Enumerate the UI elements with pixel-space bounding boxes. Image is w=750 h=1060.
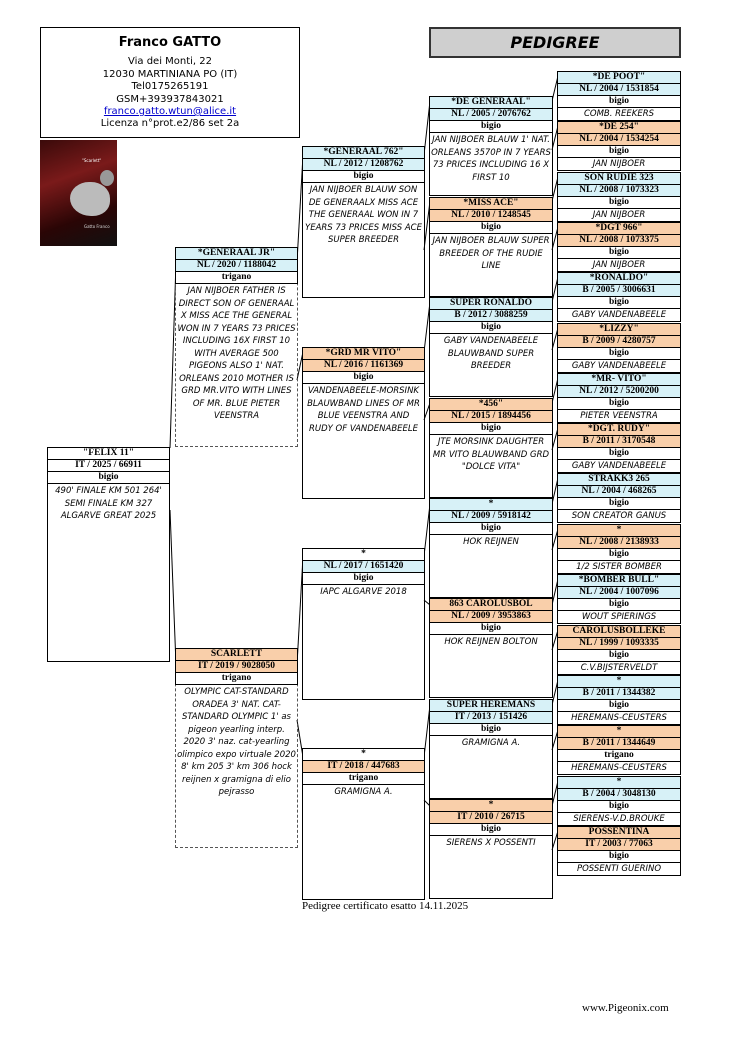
gen4-color: trigano [557,749,681,762]
dds-color: bigio [429,723,553,736]
dam-color: trigano [175,672,298,685]
gen4-name: *DGT. RUDY" [557,423,681,436]
ss-name: *GENERAAL 762" [302,146,425,159]
sd-color: bigio [302,371,425,384]
sire-card [175,247,298,447]
gen4-color: bigio [557,397,681,410]
ddd-card [429,799,553,899]
dam-card [175,648,298,848]
gen4-ring: B / 2011 / 1344382 [557,687,681,700]
sss-card [429,96,553,196]
ddd-notes: SIERENS X POSSENTI [446,838,536,848]
gen4-card-10 [557,524,681,574]
ds-ring: NL / 2017 / 1651420 [302,560,425,573]
dds-notes: GRAMIGNA A. [461,738,521,748]
gen4-name: *MR- VITO" [557,373,681,386]
gen4-notes: JAN NIJBOER [592,159,646,169]
gen4-ring: NL / 2004 / 1007096 [557,586,681,599]
gen4-notes: COMB. REEKERS [583,109,655,119]
ss-color: bigio [302,170,425,183]
dam-ring: IT / 2019 / 9028050 [175,660,298,673]
dd-ring: IT / 2018 / 447683 [302,760,425,773]
gen4-ring: NL / 2004 / 468265 [557,485,681,498]
ddd-name: * [429,799,553,812]
gen4-name: *LIZZY" [557,323,681,336]
owner-license: Licenza n°prot.e2/86 set 2a [100,118,240,130]
owner-tel: Tel0175265191 [131,81,209,93]
dds-ring: IT / 2013 / 151426 [429,711,553,724]
dd-name: * [302,748,425,761]
ddd-ring: IT / 2010 / 26715 [429,811,553,824]
gen4-ring: IT / 2003 / 77063 [557,838,681,851]
gen4-ring: NL / 2008 / 1073375 [557,234,681,247]
owner-name: Franco GATTO [118,35,222,50]
gen4-ring: B / 2011 / 3170548 [557,435,681,448]
dds-name: SUPER HEREMANS [429,699,553,712]
subject-color: bigio [47,471,170,484]
gen4-notes: HEREMANS-CEUSTERS [571,713,667,723]
dss-color: bigio [429,522,553,535]
gen4-card-6 [557,323,681,373]
dss-ring: NL / 2009 / 5918142 [429,510,553,523]
ssd-ring: NL / 2010 / 1248545 [429,209,553,222]
sdd-notes: JTE MORSINK DAUGHTER MR VITO BLAUWBAND GRD "DOLCE VITA" [432,437,550,472]
gen4-card-12 [557,625,681,675]
gen4-card-8 [557,423,681,473]
gen4-ring: B / 2005 / 3006631 [557,284,681,297]
gen4-notes: GABY VANDENABEELE [571,361,667,371]
sds-notes: GABY VANDENABEELE BLAUWBAND SUPER BREEDER [443,336,539,371]
sire-color: trigano [175,271,298,284]
gen4-notes: GABY VANDENABEELE [571,461,667,471]
gen4-color: bigio [557,497,681,510]
ss-ring: NL / 2012 / 1208762 [302,158,425,171]
gen4-ring: NL / 2012 / 5200200 [557,385,681,398]
gen4-notes: SIERENS-V.D.BROUKE [573,814,665,824]
ddd-color: bigio [429,823,553,836]
sss-ring: NL / 2005 / 2076762 [429,108,553,121]
gen4-card-13 [557,675,681,725]
gen4-name: * [557,725,681,738]
sds-name: SUPER RONALDO [429,297,553,310]
photo-title: "Scarlett" [82,158,102,163]
gen4-ring: B / 2004 / 3048130 [557,788,681,801]
dsd-card [429,598,553,698]
sire-ring: NL / 2020 / 1188042 [175,259,298,272]
owner-gsm: GSM+393937843021 [116,93,224,105]
gen4-name: POSSENTINA [557,826,681,839]
gen4-name: STRAKK3 265 [557,473,681,486]
gen4-name: SON RUDIE 323 [557,172,681,185]
dss-name: * [429,498,553,511]
sd-card [302,347,425,499]
dd-notes: GRAMIGNA A. [334,787,393,797]
ds-card [302,548,425,700]
gen4-name: * [557,675,681,688]
footer-site[interactable]: www.Pigeonix.com [582,1002,669,1014]
gen4-color: bigio [557,850,681,863]
sds-color: bigio [429,321,553,334]
sss-name: *DE GENERAAL" [429,96,553,109]
gen4-color: bigio [557,196,681,209]
gen4-color: bigio [557,548,681,561]
gen4-card-14 [557,725,681,775]
gen4-ring: B / 2011 / 1344649 [557,737,681,750]
owner-email-link[interactable]: franco.gatto.wtun@alice.it [103,106,237,118]
dsd-name: 863 CAROLUSBOL [429,598,553,611]
dss-card [429,498,553,598]
gen4-card-7 [557,373,681,423]
gen4-name: *DGT 966" [557,222,681,235]
sss-color: bigio [429,120,553,133]
dds-card [429,699,553,799]
gen4-ring: NL / 2008 / 2138933 [557,536,681,549]
gen4-color: bigio [557,145,681,158]
gen4-notes: JAN NIJBOER [592,210,646,220]
gen4-notes: 1/2 SISTER BOMBER [576,562,662,572]
gen4-color: bigio [557,296,681,309]
ss-card [302,146,425,298]
gen4-card-4 [557,222,681,272]
gen4-notes: PIETER VEENSTRA [580,411,658,421]
gen4-card-1 [557,71,681,121]
owner-city: 12030 MARTINIANA PO (IT) [102,68,238,80]
gen4-name: *DE POOT" [557,71,681,84]
gen4-name: CAROLUSBOLLEKE [557,625,681,638]
gen4-color: bigio [557,699,681,712]
gen4-color: bigio [557,347,681,360]
ds-color: bigio [302,572,425,585]
gen4-notes: POSSENTI GUERINO [576,864,662,874]
gen4-ring: NL / 2008 / 1073323 [557,184,681,197]
gen4-name: *DE 254" [557,121,681,134]
sdd-card [429,398,553,498]
subject-name: "FELIX 11" [47,447,170,460]
gen4-card-5 [557,272,681,322]
sdd-color: bigio [429,422,553,435]
subject-notes: 490' FINALE KM 501 264' SEMI FINALE KM 327 ALGARVE GREAT 2025 [55,486,162,521]
gen4-card-16 [557,826,681,876]
ss-notes: JAN NIJBOER BLAUW SON DE GENERAALX MISS ACE THE GENERAAL WON IN 7 YEARS 73 PRICES MISS ACE SUPER BREEDER [305,185,422,245]
gen4-name: * [557,776,681,789]
subject-card [47,447,170,662]
ssd-color: bigio [429,221,553,234]
gen4-card-2 [557,121,681,171]
dsd-color: bigio [429,622,553,635]
sss-notes: JAN NIJBOER BLAUW 1' NAT. ORLEANS 3570P IN 7 YEARS 73 PRICES INCLUDING 16 X FIRST 10 [431,135,551,183]
ssd-name: *MISS ACE" [429,197,553,210]
sdd-ring: NL / 2015 / 1894456 [429,410,553,423]
ds-name: * [302,548,425,561]
gen4-notes: GABY VANDENABEELE [571,310,667,320]
gen4-ring: NL / 2004 / 1531854 [557,83,681,96]
gen4-name: * [557,524,681,537]
photo-caption: Gatto Franco [84,224,110,229]
dam-name: SCARLETT [175,648,298,661]
ds-notes: IAPC ALGARVE 2018 [320,587,407,597]
sd-ring: NL / 2016 / 1161369 [302,359,425,372]
owner-address: Via dei Monti, 22 [127,56,213,68]
gen4-notes: HEREMANS-CEUSTERS [571,763,667,773]
page-title: PEDIGREE [429,27,681,58]
sd-name: *GRD MR VITO" [302,347,425,360]
gen4-ring: NL / 1999 / 1093335 [557,637,681,650]
gen4-notes: C.V.BIJSTERVELDT [580,663,658,673]
ssd-notes: JAN NIJBOER BLAUW SUPER BREEDER OF THE RUDIE LINE [432,236,550,271]
gen4-name: *RONALDO" [557,272,681,285]
sds-card [429,297,553,397]
gen4-color: bigio [557,447,681,460]
gen4-card-3 [557,172,681,222]
sire-notes: JAN NIJBOER FATHER IS DIRECT SON OF GENERAAL X MISS ACE THE GENERAL WON IN 7 YEARS 73 PRICES INCLUDING 16X FIRST 10 WITH AVERAGE 500 PIGEONS ALSO 1' NAT. ORLEANS 2010 MOTHER IS GRD MR.VITO WITH LINES OF MR. BLUE PIETER VEENSTRA [177,286,296,421]
certification-text: Pedigree certificato esatto 14.11.2025 [302,900,469,912]
sdd-name: *456" [429,398,553,411]
sd-notes: VANDENABEELE-MORSINK BLAUWBAND LINES OF MR BLUE VEENSTRA AND RUDY OF VANDENABEELE [307,386,420,434]
dd-card [302,748,425,900]
gen4-notes: JAN NIJBOER [592,260,646,270]
gen4-card-9 [557,473,681,523]
gen4-name: *BOMBER BULL" [557,574,681,587]
gen4-ring: NL / 2004 / 1534254 [557,133,681,146]
sire-name: *GENERAAL JR" [175,247,298,260]
ssd-card [429,197,553,297]
gen4-notes: WOUT SPIERINGS [581,612,657,622]
gen4-color: bigio [557,246,681,259]
gen4-color: bigio [557,95,681,108]
dsd-notes: HOK REIJNEN BOLTON [444,637,538,647]
sds-ring: B / 2012 / 3088259 [429,309,553,322]
gen4-card-15 [557,776,681,826]
dd-color: trigano [302,772,425,785]
dss-notes: HOK REIJNEN [463,537,519,547]
gen4-color: bigio [557,649,681,662]
dsd-ring: NL / 2009 / 3953863 [429,610,553,623]
gen4-ring: B / 2009 / 4280757 [557,335,681,348]
gen4-color: bigio [557,800,681,813]
dam-notes: OLYMPIC CAT-STANDARD ORADEA 3' NAT. CAT-STANDARD OLYMPIC 1' as pigeon yearling interp. 2020 3' naz. cat-yearling olimpico expo virtuale 2020 8' km 205 3' km 306 hock reijnen x gramigna di elio pejrasso [177,687,296,797]
subject-ring: IT / 2025 / 66911 [47,459,170,472]
gen4-notes: SON CREATOR GANUS [571,511,667,521]
gen4-color: bigio [557,598,681,611]
gen4-card-11 [557,574,681,624]
